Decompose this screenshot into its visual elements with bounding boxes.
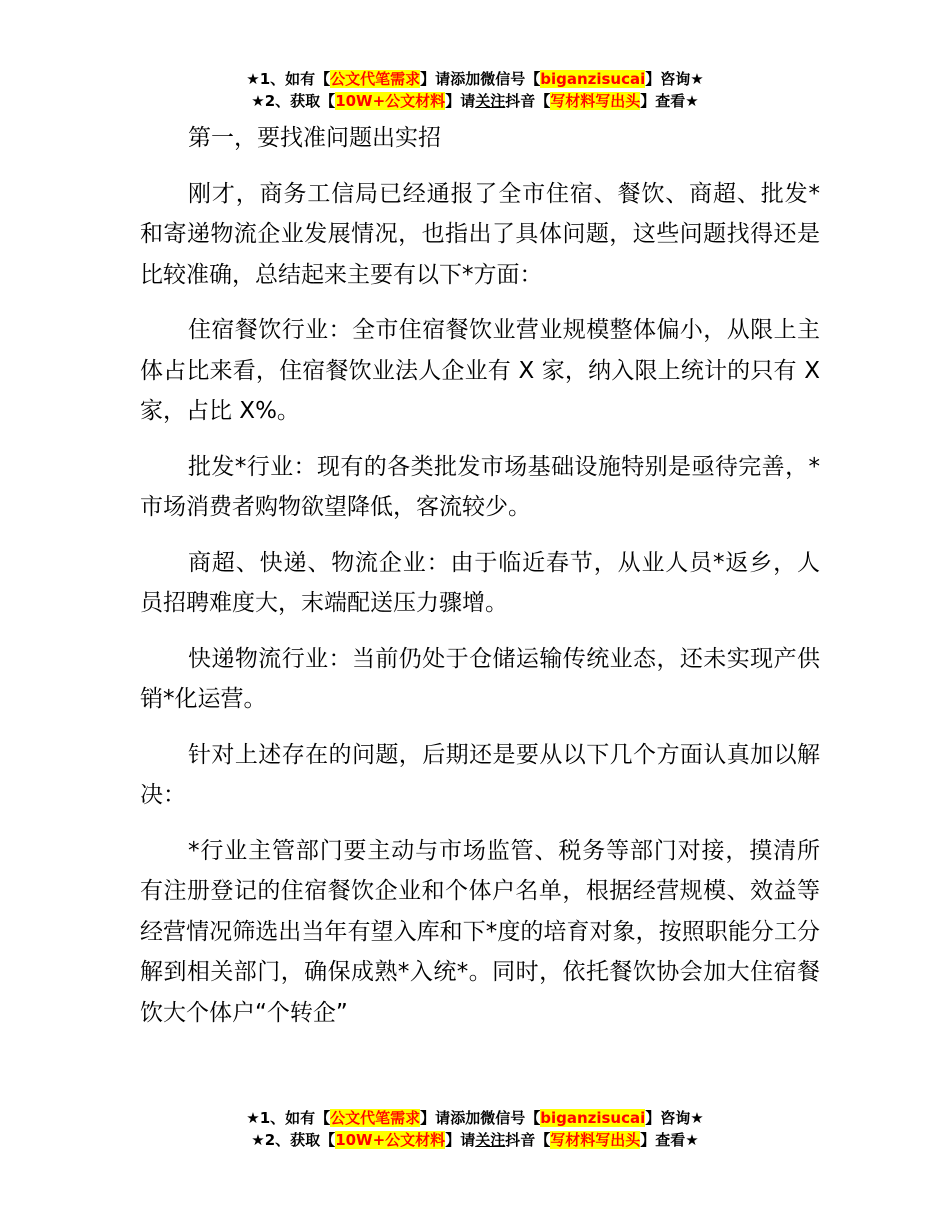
douyin-account: 写材料写出头 <box>550 92 641 110</box>
banner-text: 抖音【 <box>505 1131 551 1149</box>
banner-text: ★1、如有【 <box>246 70 331 88</box>
wechat-id: biganzisucai <box>540 70 646 88</box>
banner-text: 】请 <box>445 1131 476 1149</box>
banner-text: 】请 <box>420 70 451 88</box>
banner-line-2 <box>0 90 950 112</box>
body-paragraph: 住宿餐饮行业：全市住宿餐饮业营业规模整体偏小，从限上主体占比来看，住宿餐饮业法人企业有 X 家，纳入限上统计的只有 X 家，占比 X%。 <box>140 317 820 424</box>
banner-text: 添加 <box>450 1109 481 1127</box>
highlight-text: 公文代笔需求 <box>330 1109 421 1127</box>
document-body <box>140 118 820 1048</box>
banner-text: 微信号【 <box>480 1109 541 1127</box>
body-paragraph: *行业主管部门要主动与市场监管、税务等部门对接，摸清所有注册登记的住宿餐饮企业和个体户名单，根据经营规模、效益等经营情况筛选出当年有望入库和下*度的培育对象，按照职能分工分解到相关部门，确保成熟*入统*。同时，依托餐饮协会加大住宿餐饮大个体户“个转企” <box>140 837 820 1026</box>
section-heading: 第一，要找准问题出实招 <box>188 125 441 151</box>
banner-text: 】查看★ <box>640 92 699 110</box>
douyin-account: 写材料写出头 <box>550 1131 641 1149</box>
body-paragraph: 针对上述存在的问题，后期还是要从以下几个方面认真加以解决： <box>140 741 820 808</box>
banner-text: 关注 <box>475 1131 506 1149</box>
footer-banner <box>0 1107 950 1151</box>
banner-text: 】请 <box>420 1109 451 1127</box>
highlight-text: 10W+公文材料 <box>335 1131 446 1149</box>
banner-text: 】请 <box>445 92 476 110</box>
banner-text: 添加 <box>450 70 481 88</box>
banner-line-2 <box>0 1129 950 1151</box>
body-paragraph: 批发*行业：现有的各类批发市场基础设施特别是亟待完善，*市场消费者购物欲望降低，客流较少。 <box>140 453 820 520</box>
banner-text: 】咨询★ <box>645 70 704 88</box>
banner-text: 关注 <box>475 92 506 110</box>
banner-line-1 <box>0 1107 950 1129</box>
banner-text: 微信号【 <box>480 70 541 88</box>
banner-text: 】查看★ <box>640 1131 699 1149</box>
banner-text: ★1、如有【 <box>246 1109 331 1127</box>
banner-text: 抖音【 <box>505 92 551 110</box>
banner-line-1 <box>0 68 950 90</box>
body-paragraph: 快递物流行业：当前仍处于仓储运输传统业态，还未实现产供销*化运营。 <box>140 645 820 712</box>
highlight-text: 公文代笔需求 <box>330 70 421 88</box>
highlight-text: 10W+公文材料 <box>335 92 446 110</box>
body-paragraph: 商超、快递、物流企业：由于临近春节，从业人员*返乡，人员招聘难度大，末端配送压力骤增。 <box>140 549 820 616</box>
banner-text: 】咨询★ <box>645 1109 704 1127</box>
body-paragraph: 刚才，商务工信局已经通报了全市住宿、餐饮、商超、批发*和寄递物流企业发展情况，也指出了具体问题，这些问题找得还是比较准确，总结起来主要有以下*方面： <box>140 180 820 288</box>
banner-text: ★2、获取【 <box>251 92 336 110</box>
wechat-id: biganzisucai <box>540 1109 646 1127</box>
header-banner <box>0 68 950 112</box>
banner-text: ★2、获取【 <box>251 1131 336 1149</box>
